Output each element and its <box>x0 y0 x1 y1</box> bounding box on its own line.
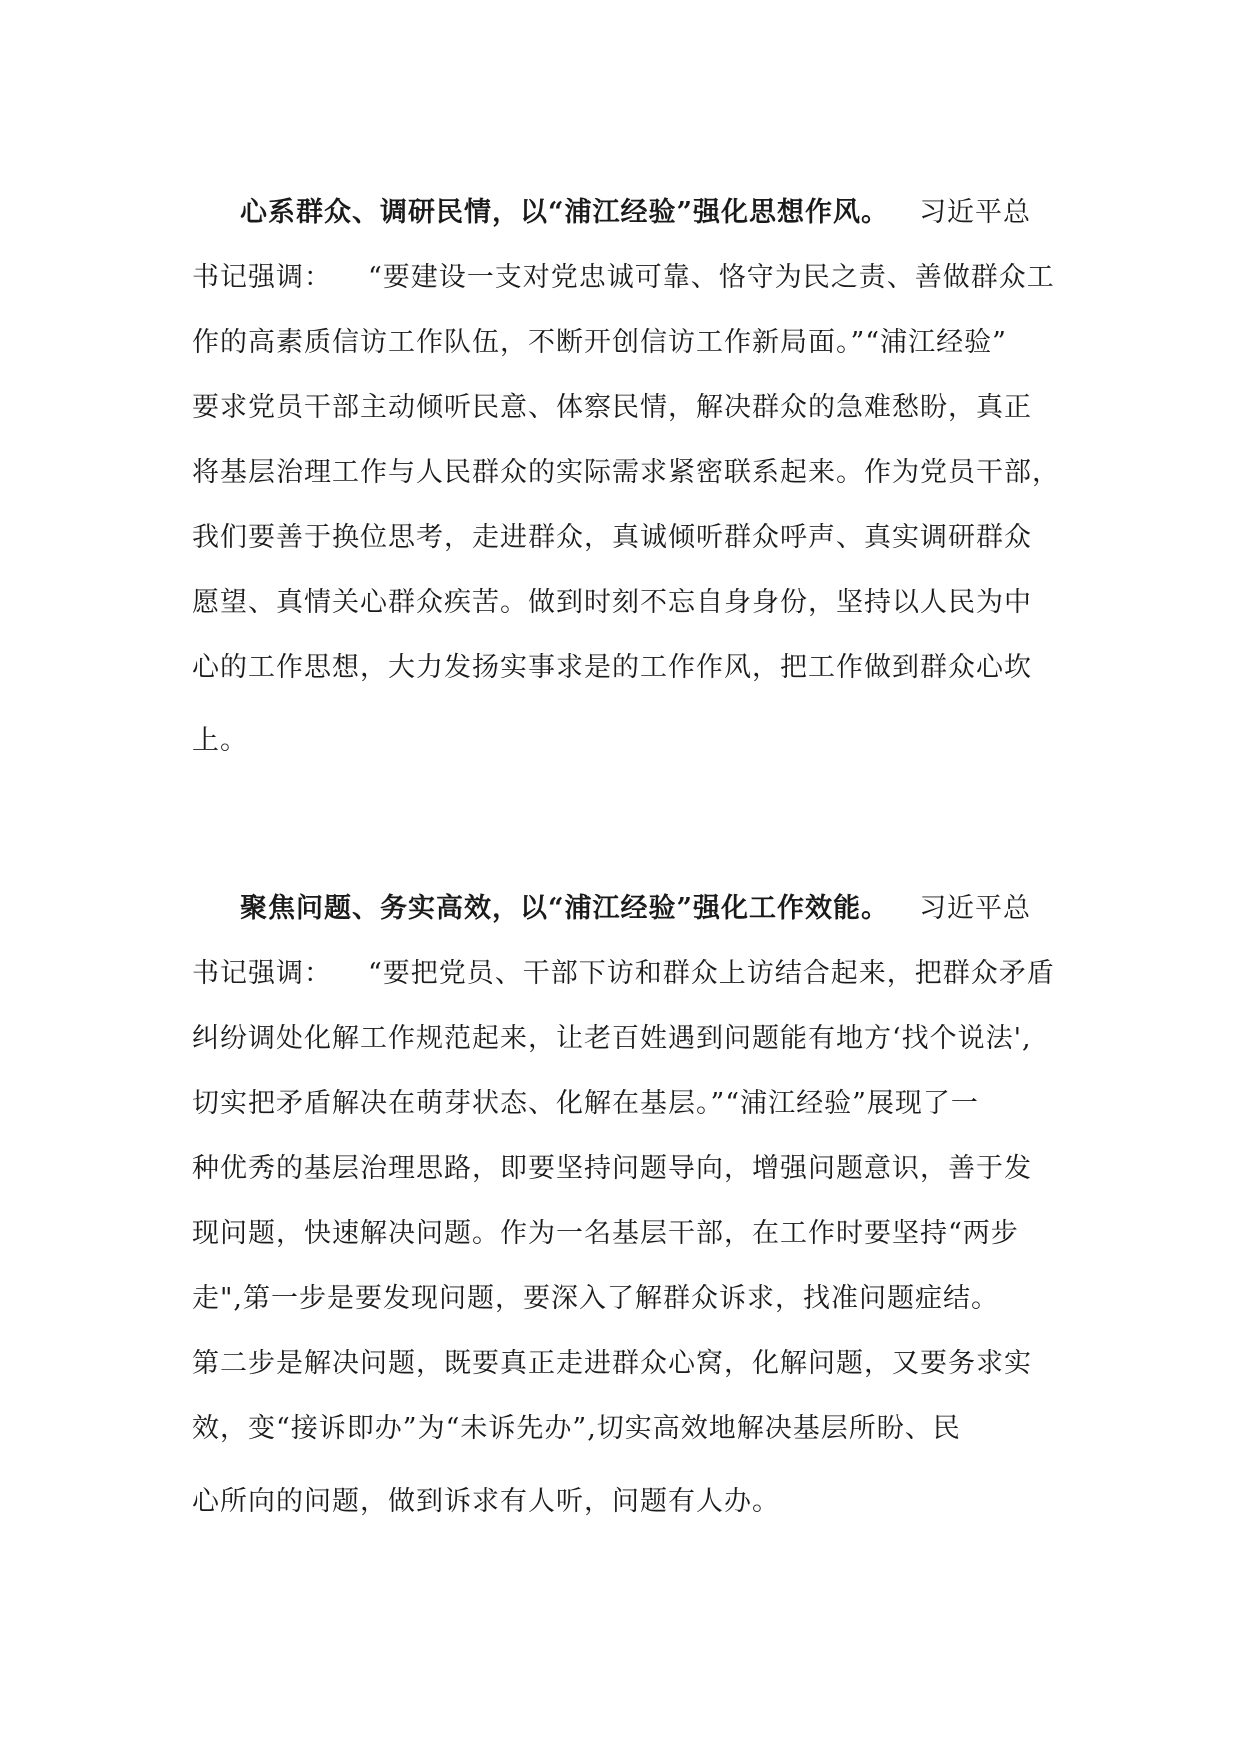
paragraph-line: 心所向的问题，做到诉求有人听，问题有人办。 <box>192 1486 780 1517</box>
paragraph-line: 第二步是解决问题，既要真正走进群众心窝，化解问题，又要务求实 <box>192 1348 1032 1379</box>
paragraph-line: 切实把矛盾解决在萌芽状态、化解在基层。”“浦江经验”展现了一 <box>192 1088 979 1119</box>
paragraph-line: 效，变“接诉即办”为“未诉先办”,切实高效地解决基层所盼、民 <box>192 1413 961 1444</box>
paragraph-line: 心的工作思想，大力发扬实事求是的工作作风，把工作做到群众心坎 <box>192 652 1032 683</box>
paragraph-text: “要把党员、干部下访和群众上访结合起来，把群众矛盾 <box>368 958 1055 989</box>
paragraph-line: 种优秀的基层治理思路，即要坚持问题导向，增强问题意识，善于发 <box>192 1153 1032 1184</box>
paragraph-lead-heading: 聚焦问题、务实高效，以“浦江经验”强化工作效能。 <box>240 893 890 924</box>
paragraph-text: 习近平总 <box>919 893 1032 924</box>
paragraph-line: 我们要善于换位思考，走进群众，真诚倾听群众呼声、真实调研群众 <box>192 522 1032 553</box>
paragraph-line: 纠纷调处化解工作规范起来，让老百姓遇到问题能有地方‘找个说法', <box>192 1023 1032 1054</box>
paragraph-work-efficiency <box>192 876 1072 1534</box>
paragraph-line: 作的高素质信访工作队伍，不断开创信访工作新局面。”“浦江经验” <box>192 327 1007 358</box>
paragraph-line: 将基层治理工作与人民群众的实际需求紧密联系起来。作为党员干部， <box>192 457 1060 488</box>
paragraph-text: 书记强调： <box>192 262 332 293</box>
paragraph-line <box>192 245 1072 310</box>
paragraph-line <box>192 876 1072 941</box>
paragraph-line: 上。 <box>192 725 248 756</box>
paragraph-thought-style <box>192 180 1072 773</box>
paragraph-line: 现问题，快速解决问题。作为一名基层干部，在工作时要坚持“两步 <box>192 1218 1019 1249</box>
paragraph-line <box>192 941 1072 1006</box>
paragraph-line: 要求党员干部主动倾听民意、体察民情，解决群众的急难愁盼，真正 <box>192 392 1032 423</box>
paragraph-line: 走",第一步是要发现问题，要深入了解群众诉求，找准问题症结。 <box>192 1283 1000 1314</box>
paragraph-line <box>192 180 1072 245</box>
paragraph-lead-heading: 心系群众、调研民情，以“浦江经验”强化思想作风。 <box>240 197 890 228</box>
paragraph-line: 愿望、真情关心群众疾苦。做到时刻不忘自身身份，坚持以人民为中 <box>192 587 1032 618</box>
paragraph-text: 书记强调： <box>192 958 332 989</box>
paragraph-text: “要建设一支对党忠诚可靠、恪守为民之责、善做群众工 <box>368 262 1055 293</box>
paragraph-text: 习近平总 <box>919 197 1032 228</box>
